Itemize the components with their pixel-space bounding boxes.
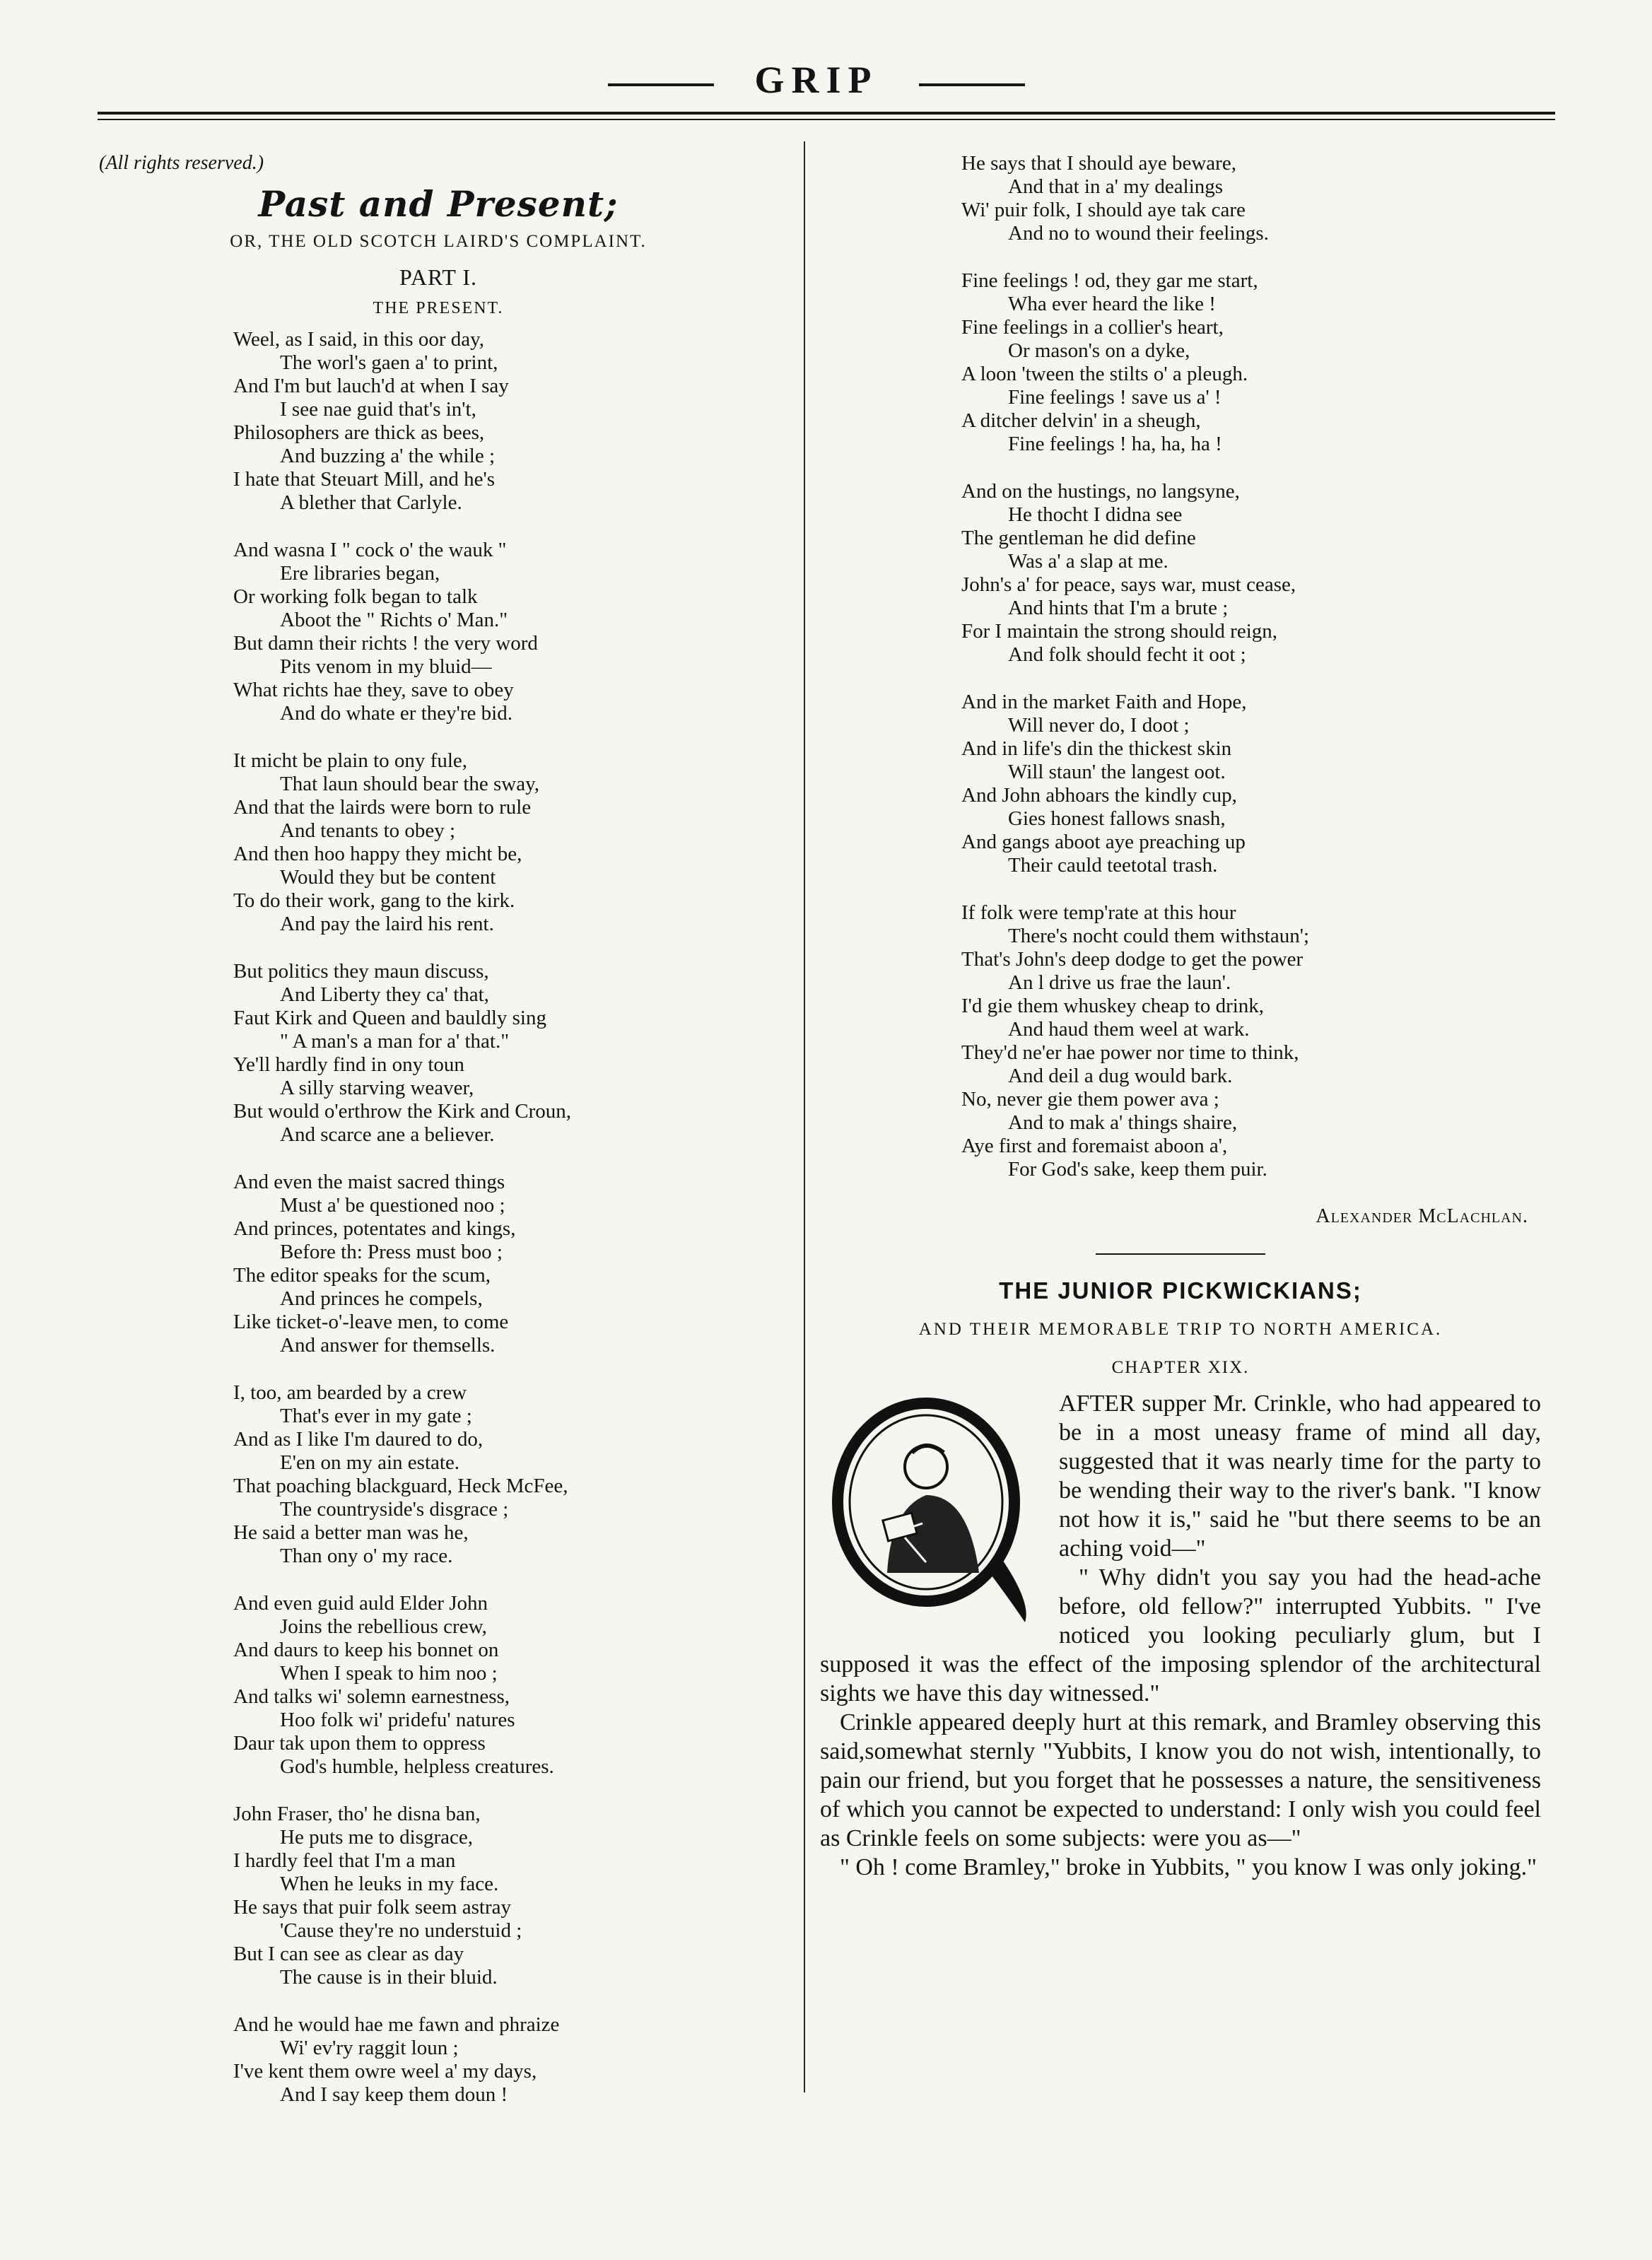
poem-line: John Fraser, tho' he disna ban, xyxy=(233,1803,481,1825)
left-stanzas xyxy=(99,328,778,2107)
right-column xyxy=(820,152,1541,1882)
poem-line: " A man's a man for a' that." xyxy=(280,1030,510,1053)
poem-line: And he would hae me fawn and phraize xyxy=(233,2013,560,2036)
poem-line: And answer for themsells. xyxy=(280,1334,496,1357)
poem-line: The countryside's disgrace ; xyxy=(280,1498,509,1521)
poem-stanza xyxy=(961,480,1541,667)
poem-line: A blether that Carlyle. xyxy=(280,491,462,514)
poem-line: Will never do, I doot ; xyxy=(1008,714,1190,737)
poem-line: A loon 'tween the stilts o' a pleugh. xyxy=(961,363,1248,385)
story-body xyxy=(820,1389,1541,1882)
poem-stanza xyxy=(233,749,778,936)
poem-stanza xyxy=(961,269,1541,456)
poem-line: And do whate er they're bid. xyxy=(280,702,512,725)
poem-title: Past and Present; xyxy=(258,183,619,225)
poem-stanza xyxy=(233,1592,778,1779)
story-paragraph: Crinkle appeared deeply hurt at this remark, and Bramley observing this said,somewhat sternly "Yubbits, I know you do not wish, intentionally, to pain our friend, but you forget that he possesses a nature, the sensitiveness of which you cannot be expected to understand: I only wish you could feel as Crinkle feels on some subjects: were you as—" xyxy=(820,1709,1541,1851)
poem-line: Philosophers are thick as bees, xyxy=(233,421,485,444)
poem-line: Aboot the " Richts o' Man." xyxy=(280,609,508,631)
poem-line: But politics they maun discuss, xyxy=(233,960,489,983)
poem-line: He says that I should aye beware, xyxy=(961,152,1236,175)
poem-line: God's humble, helpless creatures. xyxy=(280,1755,554,1778)
poem-line: Weel, as I said, in this oor day, xyxy=(233,328,484,351)
poem-line: And hints that I'm a brute ; xyxy=(1008,597,1229,619)
poem-line: Hoo folk wi' pridefu' natures xyxy=(280,1709,515,1731)
poem-line: That's John's deep dodge to get the power xyxy=(961,948,1304,971)
masthead xyxy=(0,58,1652,107)
poem-line: I see nae guid that's in't, xyxy=(280,398,476,421)
poem-line: Or mason's on a dyke, xyxy=(1008,339,1190,362)
poem-line: And John abhoars the kindly cup, xyxy=(961,784,1237,807)
poem-line: Ye'll hardly find in ony toun xyxy=(233,1053,464,1076)
poem-line: For I maintain the strong should reign, xyxy=(961,620,1278,643)
poem-line: They'd ne'er hae power nor time to think, xyxy=(961,1041,1299,1064)
poem-line: And Liberty they ca' that, xyxy=(280,983,489,1006)
poem-line: A ditcher delvin' in a sheugh, xyxy=(961,409,1201,432)
poem-line: And princes he compels, xyxy=(280,1287,483,1310)
poem-line: And tenants to obey ; xyxy=(280,819,456,842)
story-paragraph: " Why didn't you say you had the head-ache before, old fellow?" interrupted Yubbits. " I've noticed you looking peculiarly glum, but I supposed it was the effect of the imposing splendor of the architectural sights we have this day witnessed." xyxy=(820,1564,1541,1706)
poem-stanza xyxy=(233,2013,778,2107)
poem-line: And that in a' my dealings xyxy=(1008,175,1224,198)
masthead-title: GRIP xyxy=(754,59,879,101)
poem-line: And talks wi' solemn earnestness, xyxy=(233,1685,510,1708)
story-subtitle: AND THEIR MEMORABLE TRIP TO NORTH AMERICA. xyxy=(918,1320,1443,1339)
poem-line: Than ony o' my race. xyxy=(280,1545,453,1567)
poem-subtitle: OR, THE OLD SCOTCH LAIRD'S COMPLAINT. xyxy=(230,232,647,251)
poem-line: That poaching blackguard, Heck McFee, xyxy=(233,1475,568,1497)
poem-line: E'en on my ain estate. xyxy=(280,1451,460,1474)
masthead-rule-right xyxy=(919,83,1025,86)
chapter-heading: CHAPTER XIX. xyxy=(1111,1358,1250,1377)
poem-section: THE PRESENT. xyxy=(373,299,504,317)
poem-line: Before th: Press must boo ; xyxy=(280,1241,503,1263)
poem-line: And that the lairds were born to rule xyxy=(233,796,532,819)
poem-line: That laun should bear the sway, xyxy=(280,773,539,795)
poem-line: And deil a dug would bark. xyxy=(1008,1065,1233,1087)
poem-line: He thocht I didna see xyxy=(1008,503,1183,526)
story-title: THE JUNIOR PICKWICKIANS; xyxy=(999,1277,1362,1304)
poem-line: John's a' for peace, says war, must cease, xyxy=(961,573,1296,596)
poem-line: No, never gie them power ava ; xyxy=(961,1088,1219,1111)
poem-stanza xyxy=(961,152,1541,245)
poem-line: That's ever in my gate ; xyxy=(280,1405,472,1427)
story-paragraph: " Oh ! come Bramley," broke in Yubbits, " you know I was only joking." xyxy=(840,1854,1537,1880)
poem-stanza xyxy=(233,328,778,515)
poem-line: And to mak a' things shaire, xyxy=(1008,1111,1238,1134)
poem-line: Fine feelings in a collier's heart, xyxy=(961,316,1224,339)
masthead-rule-left xyxy=(608,83,714,86)
poem-line: Wi' puir folk, I should aye tak care xyxy=(961,199,1246,221)
poem-stanza xyxy=(961,691,1541,877)
dropcap-a-portrait-icon xyxy=(820,1389,1046,1629)
poem-line: He said a better man was he, xyxy=(233,1521,469,1544)
header-rule-thin xyxy=(98,119,1555,120)
poem-line: Wha ever heard the like ! xyxy=(1008,293,1216,315)
poem-line: And no to wound their feelings. xyxy=(1008,222,1269,245)
poem-line: Fine feelings ! ha, ha, ha ! xyxy=(1008,433,1222,455)
poem-line: I hardly feel that I'm a man xyxy=(233,1849,456,1872)
poem-line: Fine feelings ! od, they gar me start, xyxy=(961,269,1258,292)
poem-line: And daurs to keep his bonnet on xyxy=(233,1639,499,1661)
poem-line: For God's sake, keep them puir. xyxy=(1008,1158,1267,1181)
poem-line: 'Cause they're no understuid ; xyxy=(280,1919,522,1942)
poem-line: But would o'erthrow the Kirk and Croun, xyxy=(233,1100,572,1123)
poem-line: And in life's din the thickest skin xyxy=(961,737,1232,760)
poem-line: And buzzing a' the while ; xyxy=(280,445,496,467)
poem-line: Aye first and foremaist aboon a', xyxy=(961,1135,1228,1157)
poem-line: And pay the laird his rent. xyxy=(280,913,494,935)
poem-line: Ere libraries began, xyxy=(280,562,440,585)
poem-line: An l drive us frae the laun'. xyxy=(1008,971,1231,994)
poem-line: What richts hae they, save to obey xyxy=(233,679,514,701)
dropcap-illustration xyxy=(820,1389,1046,1629)
poem-line: It micht be plain to ony fule, xyxy=(233,749,468,772)
poem-line: I've kent them owre weel a' my days, xyxy=(233,2060,537,2083)
poem-author: Alexander McLachlan. xyxy=(1316,1205,1528,1227)
poem-stanza xyxy=(233,1803,778,1989)
poem-line: And in the market Faith and Hope, xyxy=(961,691,1247,713)
poem-line: And I'm but lauch'd at when I say xyxy=(233,375,509,397)
poem-line: When I speak to him noo ; xyxy=(280,1662,498,1685)
poem-line: Like ticket-o'-leave men, to come xyxy=(233,1311,509,1333)
poem-line: If folk were temp'rate at this hour xyxy=(961,901,1236,924)
poem-line: I, too, am bearded by a crew xyxy=(233,1381,467,1404)
poem-line: And even guid auld Elder John xyxy=(233,1592,488,1615)
poem-line: Must a' be questioned noo ; xyxy=(280,1194,505,1217)
poem-line: To do their work, gang to the kirk. xyxy=(233,889,515,912)
header-rule xyxy=(98,112,1555,115)
poem-line: And I say keep them doun ! xyxy=(280,2083,508,2106)
poem-line: And princes, potentates and kings, xyxy=(233,1217,516,1240)
poem-line: And as I like I'm daured to do, xyxy=(233,1428,484,1451)
poem-stanza xyxy=(961,901,1541,1181)
poem-line: The gentleman he did define xyxy=(961,527,1196,549)
poem-line: Wi' ev'ry raggit loun ; xyxy=(280,2037,459,2059)
poem-line: And even the maist sacred things xyxy=(233,1171,505,1193)
poem-line: And on the hustings, no langsyne, xyxy=(961,480,1240,503)
poem-line: And folk should fecht it oot ; xyxy=(1008,643,1246,666)
poem-line: And then hoo happy they micht be, xyxy=(233,843,522,865)
poem-line: But I can see as clear as day xyxy=(233,1943,464,1965)
poem-line: But damn their richts ! the very word xyxy=(233,632,538,655)
poem-line: Fine feelings ! save us a' ! xyxy=(1008,386,1222,409)
poem-line: Or working folk began to talk xyxy=(233,585,478,608)
poem-line: And gangs aboot aye preaching up xyxy=(961,831,1246,853)
story-paragraph: AFTER supper Mr. Crinkle, who had appeared to be in a most uneasy frame of mind all day, suggested that it was nearly time for the party to be wending their way to the river's bank. "I know not how it is," said he "but there seems to be an aching void—" xyxy=(1059,1390,1541,1562)
poem-line: I hate that Steuart Mill, and he's xyxy=(233,468,496,491)
poem-line: When he leuks in my face. xyxy=(280,1873,499,1895)
poem-line: Their cauld teetotal trash. xyxy=(1008,854,1218,877)
poem-stanza xyxy=(233,960,778,1147)
poem-line: And scarce ane a believer. xyxy=(280,1123,495,1146)
poem-stanza xyxy=(233,539,778,725)
poem-line: The cause is in their bluid. xyxy=(280,1966,498,1989)
poem-line: The worl's gaen a' to print, xyxy=(280,351,498,374)
poem-line: Joins the rebellious crew, xyxy=(280,1615,487,1638)
poem-line: Pits venom in my bluid— xyxy=(280,655,492,678)
poem-line: The editor speaks for the scum, xyxy=(233,1264,491,1287)
poem-line: There's nocht could them withstaun'; xyxy=(1008,925,1310,947)
poem-line: Was a' a slap at me. xyxy=(1008,550,1168,573)
poem-line: And wasna I " cock o' the wauk " xyxy=(233,539,507,561)
poem-line: Faut Kirk and Queen and bauldly sing xyxy=(233,1007,546,1029)
right-stanzas xyxy=(820,152,1541,1181)
poem-stanza xyxy=(233,1381,778,1568)
poem-line: He puts me to disgrace, xyxy=(280,1826,474,1849)
poem-line: Would they but be content xyxy=(280,866,496,889)
poem-line: A silly starving weaver, xyxy=(280,1077,474,1099)
poem-stanza xyxy=(233,1171,778,1357)
rights-notice: (All rights reserved.) xyxy=(99,152,264,174)
poem-line: He says that puir folk seem astray xyxy=(233,1896,512,1919)
left-column xyxy=(99,152,778,2131)
poem-line: And haud them weel at wark. xyxy=(1008,1018,1250,1041)
poem-line: Daur tak upon them to oppress xyxy=(233,1732,486,1755)
poem-part: PART I. xyxy=(399,264,477,290)
column-divider xyxy=(804,141,805,2092)
poem-line: Will staun' the langest oot. xyxy=(1008,761,1226,783)
poem-line: I'd gie them whuskey cheap to drink, xyxy=(961,995,1265,1017)
section-divider xyxy=(1096,1253,1265,1255)
poem-line: Gies honest fallows snash, xyxy=(1008,807,1226,830)
